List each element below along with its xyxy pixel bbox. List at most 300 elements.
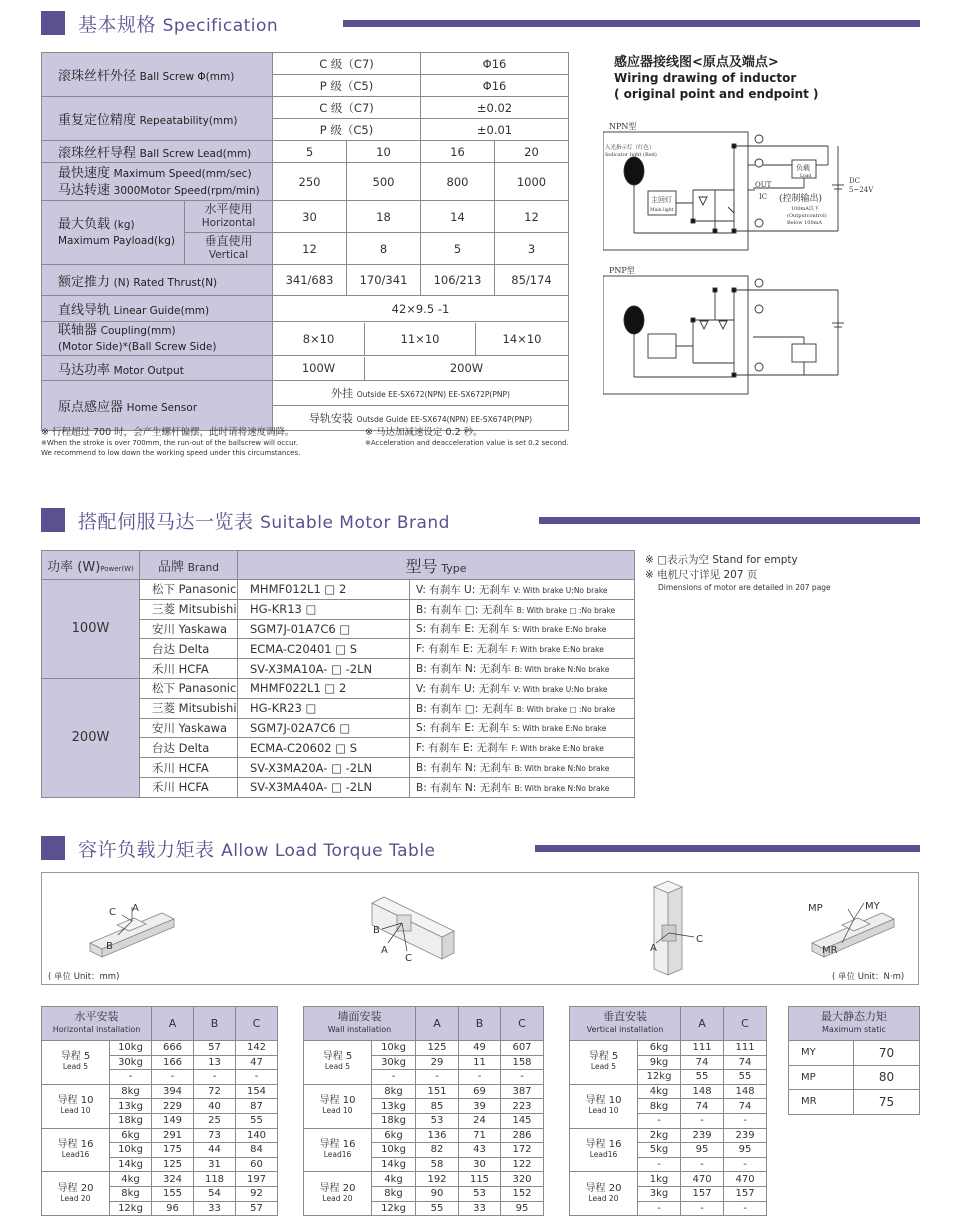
- torque-cell: 90: [416, 1186, 459, 1201]
- cell: C 级（C7): [273, 97, 421, 119]
- load-cell: 4kg: [110, 1172, 152, 1187]
- type-cn: B: 有刹车 □: 无刹车: [416, 603, 514, 616]
- torque-cell: 13: [194, 1055, 236, 1070]
- load-cell: 8kg: [372, 1186, 416, 1201]
- speed-header: 最快速度 Maximum Speed(mm/sec) 马达转速 3000Motor Speed(rpm/min): [42, 163, 273, 201]
- wiring-diagram: [603, 115, 903, 405]
- torque-cell: -: [194, 1070, 236, 1085]
- torque-cell: 55: [681, 1070, 724, 1085]
- moment-label-mp: MP: [808, 903, 823, 914]
- cell: 500: [347, 163, 421, 201]
- cell: P 级（C5): [273, 75, 421, 97]
- pnp-main-light: [648, 334, 676, 358]
- table-row: [42, 580, 635, 600]
- cell: C 级（C7): [273, 53, 421, 75]
- torque-cell: 148: [681, 1084, 724, 1099]
- pnp-label: PNP型: [609, 266, 635, 275]
- lead-cell: [42, 1172, 110, 1216]
- torque-cell: 30: [459, 1157, 501, 1172]
- torque-cell: 95: [681, 1143, 724, 1158]
- section-header-motor: [41, 508, 920, 534]
- torque-cell: -: [724, 1201, 767, 1216]
- brand-cell: 三菱 Mitsubishi: [140, 698, 238, 718]
- sensor-guide: 导轨安装 Outsde Guide EE-SX674(NPN) EE-SX674P(PNP): [273, 406, 569, 431]
- table-row: [570, 1128, 767, 1143]
- torque-cell: 157: [724, 1186, 767, 1201]
- torque-static-table: [788, 1006, 920, 1115]
- brand-cell: 台达 Delta: [140, 639, 238, 659]
- stroke-note: [41, 427, 361, 458]
- type-cn: V: 有刹车 U: 无刹车: [416, 682, 511, 695]
- torque-cell: 166: [152, 1055, 194, 1070]
- power-col-header: 功率 (W)Power(W): [42, 551, 140, 580]
- load-cell: -: [638, 1201, 681, 1216]
- payload-header: 最大负载 (kg) Maximum Payload(kg): [42, 201, 185, 265]
- load-cell: 13kg: [110, 1099, 152, 1114]
- torque-cell: 54: [194, 1186, 236, 1201]
- torque-cell: 197: [236, 1172, 278, 1187]
- torque-cell: 239: [724, 1128, 767, 1143]
- type-en: V: With brake U:No brake: [513, 585, 608, 595]
- lead-cn: 导程 16: [57, 1138, 94, 1150]
- spec-table: [41, 52, 569, 431]
- torque-cell: 69: [459, 1084, 501, 1099]
- note: ※ □表示为空 Stand for empty: [645, 554, 798, 566]
- load-cell: 8kg: [110, 1084, 152, 1099]
- horizontal-header: 水平安装 Horizontal installation: [42, 1007, 152, 1041]
- torque-cell: -: [724, 1157, 767, 1172]
- torque-cell: 95: [501, 1201, 544, 1216]
- brand-cell: 安川 Yaskawa: [140, 718, 238, 738]
- col-header: A: [152, 1007, 194, 1041]
- torque-cell: 11: [459, 1055, 501, 1070]
- torque-cell: 142: [236, 1041, 278, 1056]
- type-cn: V: 有刹车 U: 无刹车: [416, 583, 511, 596]
- lead-cell: [570, 1172, 638, 1216]
- lead-cell: [42, 1084, 110, 1128]
- table-row: [570, 1041, 767, 1056]
- torque-cell: -: [681, 1157, 724, 1172]
- torque-cell: -: [416, 1070, 459, 1085]
- lead-cell: [304, 1084, 372, 1128]
- table-row: [570, 1172, 767, 1187]
- table-body: [42, 1041, 278, 1216]
- cell: 18: [347, 201, 421, 233]
- static-moment-name: MP: [789, 1065, 854, 1090]
- cell: 30: [273, 201, 347, 233]
- col-header: B: [194, 1007, 236, 1041]
- brand-col-header: 品牌 Brand: [140, 551, 238, 580]
- torque-cell: 148: [724, 1084, 767, 1099]
- torque-cell: 666: [152, 1041, 194, 1056]
- lead-en: Lead 5: [324, 1062, 351, 1072]
- static-moment-value: 70: [854, 1041, 920, 1066]
- torque-cell: 43: [459, 1143, 501, 1158]
- load-cell: 12kg: [638, 1070, 681, 1085]
- cell: Φ16: [421, 53, 569, 75]
- model-cell: SV-X3MA40A- □ -2LN: [238, 777, 410, 797]
- table-row: [304, 1172, 544, 1187]
- lead-en: Lead16: [589, 1149, 618, 1159]
- home-sensor-header: 原点感应器 Home Sensor: [42, 381, 273, 431]
- torque-cell: -: [459, 1070, 501, 1085]
- model-cell: SV-X3MA20A- □ -2LN: [238, 758, 410, 778]
- table-row: [304, 1041, 544, 1056]
- torque-cell: 29: [416, 1055, 459, 1070]
- col-header: C: [501, 1007, 544, 1041]
- torque-cell: 152: [501, 1186, 544, 1201]
- npn-label: NPN型: [609, 122, 637, 131]
- torque-cell: 55: [416, 1201, 459, 1216]
- lead-cn: 导程 20: [585, 1182, 622, 1194]
- load-cell: 2kg: [638, 1128, 681, 1143]
- load-cell: -: [638, 1157, 681, 1172]
- type-en: B: With brake N:No brake: [514, 783, 610, 793]
- cell: 8: [347, 233, 421, 265]
- brand-cell: 台达 Delta: [140, 738, 238, 758]
- torque-cell: 149: [152, 1113, 194, 1128]
- load-cell: 6kg: [372, 1128, 416, 1143]
- brand-cell: 禾川 HCFA: [140, 659, 238, 679]
- wiring-title: [614, 51, 914, 102]
- motor-notes: [645, 553, 925, 593]
- lead-cn: 导程 5: [60, 1051, 91, 1063]
- wall-header: 墙面安装 Wall installation: [304, 1007, 416, 1041]
- cell: 3: [495, 233, 569, 265]
- torque-cell: 53: [416, 1113, 459, 1128]
- type-cell: [410, 639, 635, 659]
- cell: 106/213: [421, 265, 495, 296]
- torque-horizontal-table: [41, 1006, 278, 1216]
- table-row: [570, 1084, 767, 1099]
- section-header-spec: [41, 11, 920, 37]
- torque-cell: 73: [194, 1128, 236, 1143]
- torque-cell: 158: [501, 1055, 544, 1070]
- load-cell: 10kg: [372, 1143, 416, 1158]
- type-cn: S: 有刹车 E: 无刹车: [416, 722, 510, 735]
- torque-cell: 111: [681, 1041, 724, 1056]
- power-cell: 200W: [42, 678, 140, 797]
- type-cn: B: 有刹车 N: 无刹车: [416, 762, 512, 775]
- type-cell: [410, 777, 635, 797]
- torque-cell: 31: [194, 1157, 236, 1172]
- torque-cell: 229: [152, 1099, 194, 1114]
- torque-cell: 74: [724, 1099, 767, 1114]
- torque-cell: 95: [724, 1143, 767, 1158]
- load-cell: 18kg: [110, 1113, 152, 1128]
- model-cell: MHMF012L1 □ 2: [238, 580, 410, 600]
- type-col-header: 型号 Type: [238, 551, 635, 580]
- load-cell: 4kg: [372, 1172, 416, 1187]
- motor-output-values: [273, 356, 569, 381]
- load-cell: 8kg: [638, 1099, 681, 1114]
- torque-cell: 125: [416, 1041, 459, 1056]
- type-cell: [410, 678, 635, 698]
- cell: 100W: [273, 357, 365, 380]
- type-en: B: With brake N:No brake: [514, 764, 610, 774]
- lead-en: Lead16: [61, 1149, 90, 1159]
- static-moment-value: 75: [854, 1090, 920, 1115]
- coupling-header: 联轴器 Coupling(mm) (Motor Side)*(Ball Screw Side): [42, 322, 273, 356]
- torque-cell: 111: [724, 1041, 767, 1056]
- torque-cell: 82: [416, 1143, 459, 1158]
- torque-cell: 25: [194, 1113, 236, 1128]
- lead-en: Lead16: [323, 1149, 352, 1159]
- moment-label-mr: MR: [822, 945, 838, 956]
- load-cell: 30kg: [110, 1055, 152, 1070]
- brand-cell: 三菱 Mitsubishi: [140, 599, 238, 619]
- lead-en: Lead 20: [60, 1193, 91, 1203]
- cell: ±0.02: [421, 97, 569, 119]
- vertical-header: 垂直安装 Vertical installation: [570, 1007, 681, 1041]
- lead-cn: 导程 16: [585, 1138, 622, 1150]
- type-cell: [410, 580, 635, 600]
- lead-cn: 导程 5: [588, 1051, 619, 1063]
- axis-label-b: B: [106, 941, 113, 952]
- torque-cell: 44: [194, 1143, 236, 1158]
- load-label: 负载: [796, 164, 810, 172]
- accel-note: [365, 427, 585, 449]
- col-header: C: [236, 1007, 278, 1041]
- type-cell: [410, 698, 635, 718]
- lead-cell: [570, 1041, 638, 1085]
- section-marker: [41, 11, 65, 35]
- model-cell: SV-X3MA10A- □ -2LN: [238, 659, 410, 679]
- static-moment-name: MY: [789, 1041, 854, 1066]
- guide-header: 直线导轨 Linear Guide(mm): [42, 296, 273, 322]
- type-cn: F: 有刹车 E: 无刹车: [416, 643, 508, 656]
- torque-diagrams: [42, 873, 918, 984]
- cell: 14: [421, 201, 495, 233]
- table-row: [42, 1084, 278, 1099]
- torque-cell: 175: [152, 1143, 194, 1158]
- load-cell: 1kg: [638, 1172, 681, 1187]
- model-cell: ECMA-C20401 □ S: [238, 639, 410, 659]
- axis-label-c: C: [405, 953, 412, 964]
- lead-header: 滚珠丝杆导程 Ball Screw Lead(mm): [42, 141, 273, 163]
- axis-label-c: C: [696, 934, 703, 945]
- type-cell: [410, 718, 635, 738]
- cell: 250: [273, 163, 347, 201]
- pnp-load-box: [792, 344, 816, 362]
- load-cell: -: [372, 1070, 416, 1085]
- torque-cell: 157: [681, 1186, 724, 1201]
- section-marker: [41, 836, 65, 860]
- cell: ±0.01: [421, 119, 569, 141]
- cell: 12: [273, 233, 347, 265]
- torque-cell: 387: [501, 1084, 544, 1099]
- ctrl-sub: (Outputcontrol): [787, 213, 827, 219]
- type-cn: S: 有刹车 E: 无刹车: [416, 623, 510, 636]
- lead-cell: [304, 1172, 372, 1216]
- cell: 8×10: [273, 323, 365, 355]
- lead-cn: 导程 16: [319, 1138, 356, 1150]
- load-cell: -: [638, 1113, 681, 1128]
- torque-cell: 53: [459, 1186, 501, 1201]
- type-en: S: With brake E:No brake: [512, 625, 607, 635]
- torque-cell: -: [152, 1070, 194, 1085]
- torque-cell: 74: [681, 1055, 724, 1070]
- load-label-en: Load: [800, 174, 812, 179]
- torque-cell: 320: [501, 1172, 544, 1187]
- plus-terminal: [755, 135, 763, 143]
- lead-cell: [42, 1041, 110, 1085]
- type-en: F: With brake E:No brake: [511, 744, 604, 754]
- coupling-values: [273, 322, 569, 356]
- lead-cell: [42, 1128, 110, 1172]
- load-cell: 12kg: [372, 1201, 416, 1216]
- torque-cell: 71: [459, 1128, 501, 1143]
- cell: 170/341: [347, 265, 421, 296]
- axis-label-a: A: [381, 945, 388, 956]
- dc-voltage: 5~24V: [849, 186, 874, 194]
- load-cell: 8kg: [372, 1084, 416, 1099]
- torque-cell: -: [724, 1113, 767, 1128]
- torque-cell: 470: [681, 1172, 724, 1187]
- lead-en: Lead 10: [60, 1106, 91, 1116]
- load-cell: 30kg: [372, 1055, 416, 1070]
- torque-cell: 286: [501, 1128, 544, 1143]
- torque-cell: 607: [501, 1041, 544, 1056]
- model-cell: SGM7J-01A7C6 □: [238, 619, 410, 639]
- torque-cell: 60: [236, 1157, 278, 1172]
- torque-cell: 33: [459, 1201, 501, 1216]
- table-row: [42, 1172, 278, 1187]
- col-header: A: [416, 1007, 459, 1041]
- torque-cell: 155: [152, 1186, 194, 1201]
- cell: 5: [273, 141, 347, 163]
- load-cell: 18kg: [372, 1113, 416, 1128]
- col-header: B: [459, 1007, 501, 1041]
- load-cell: 13kg: [372, 1099, 416, 1114]
- cell: 800: [421, 163, 495, 201]
- wiring-title-cn: 感应器接线图<原点及端点>: [614, 55, 779, 70]
- section-title: 容许负载力矩表 Allow Load Torque Table: [78, 839, 436, 861]
- lead-cn: 导程 20: [57, 1182, 94, 1194]
- torque-cell: 55: [236, 1113, 278, 1128]
- torque-cell: 394: [152, 1084, 194, 1099]
- table-row: [304, 1128, 544, 1143]
- torque-cell: 33: [194, 1201, 236, 1216]
- torque-cell: -: [236, 1070, 278, 1085]
- torque-cell: 192: [416, 1172, 459, 1187]
- torque-cell: 96: [152, 1201, 194, 1216]
- torque-cell: 151: [416, 1084, 459, 1099]
- model-cell: HG-KR23 □: [238, 698, 410, 718]
- type-cn: B: 有刹车 N: 无刹车: [416, 781, 512, 794]
- lead-en: Lead 5: [590, 1062, 617, 1072]
- ic-label: IC: [759, 193, 768, 201]
- ctrl-label: (控制输出): [779, 194, 823, 204]
- note: ※ 电机尺寸详见 207 页: [645, 569, 758, 581]
- torque-cell: 140: [236, 1128, 278, 1143]
- cell: 20: [495, 141, 569, 163]
- brand-cell: 松下 Panasonic: [140, 580, 238, 600]
- main-light-label-en: Main light: [650, 208, 674, 213]
- table-row: [42, 1041, 278, 1056]
- type-en: F: With brake E:No brake: [511, 645, 604, 655]
- axis-label-b: B: [373, 925, 380, 936]
- load-cell: 6kg: [110, 1128, 152, 1143]
- torque-cell: 92: [236, 1186, 278, 1201]
- wiring-title-en: ( original point and endpoint ): [614, 87, 819, 101]
- motor-table-body: [42, 580, 635, 798]
- cell: 42×9.5 -1: [273, 296, 569, 322]
- pnp-box: [603, 276, 748, 394]
- torque-cell: 145: [501, 1113, 544, 1128]
- load-cell: 14kg: [110, 1157, 152, 1172]
- cell: 1000: [495, 163, 569, 201]
- cell: 85/174: [495, 265, 569, 296]
- load-cell: 5kg: [638, 1143, 681, 1158]
- axis-label-c: C: [109, 907, 116, 918]
- lead-cn: 导程 5: [322, 1051, 353, 1063]
- brand-cell: 松下 Panasonic: [140, 678, 238, 698]
- table-body: [570, 1041, 767, 1216]
- load-cell: 12kg: [110, 1201, 152, 1216]
- moment-label-my: MY: [865, 901, 880, 912]
- note-cn: ※ 马达加减速设定 0.2 秒。: [365, 427, 483, 438]
- sensor-outside: 外挂 Outside EE-SX672(NPN) EE-SX672P(PNP): [273, 381, 569, 406]
- torque-vertical-table: [569, 1006, 767, 1216]
- brand-cell: 禾川 HCFA: [140, 758, 238, 778]
- type-cn: B: 有刹车 N: 无刹车: [416, 663, 512, 676]
- static-header: 最大静态力矩 Maximum static: [789, 1007, 920, 1041]
- ctrl-sub: Below 100mA: [787, 220, 823, 226]
- type-cell: [410, 619, 635, 639]
- torque-cell: 84: [236, 1143, 278, 1158]
- torque-cell: 40: [194, 1099, 236, 1114]
- wiring-title-en: Wiring drawing of inductor: [614, 71, 797, 85]
- note-en: ※When the stroke is over 700mm, the run-out of the ballscrew will occur.: [41, 439, 298, 447]
- torque-cell: 223: [501, 1099, 544, 1114]
- torque-diagram-box: [41, 872, 919, 985]
- table-row: [42, 1128, 278, 1143]
- note-en: Dimensions of motor are detailed in 207 page: [658, 583, 831, 592]
- repeatability-header: 重复定位精度 Repeatability(mm): [42, 97, 273, 141]
- torque-cell: 74: [681, 1099, 724, 1114]
- cell: 14×10: [502, 331, 542, 346]
- load-cell: -: [110, 1070, 152, 1085]
- load-cell: 10kg: [110, 1143, 152, 1158]
- lead-cn: 导程 20: [319, 1182, 356, 1194]
- col-header: C: [724, 1007, 767, 1041]
- torque-cell: 49: [459, 1041, 501, 1056]
- out-label: OUT: [755, 181, 772, 189]
- load-cell: 9kg: [638, 1055, 681, 1070]
- load-cell: 4kg: [638, 1084, 681, 1099]
- torque-cell: 74: [724, 1055, 767, 1070]
- torque-cell: 118: [194, 1172, 236, 1187]
- lead-cell: [570, 1128, 638, 1172]
- type-cell: [410, 659, 635, 679]
- dc-label: DC: [849, 177, 860, 185]
- lead-cn: 导程 10: [57, 1095, 94, 1107]
- torque-cell: 39: [459, 1099, 501, 1114]
- torque-cell: 172: [501, 1143, 544, 1158]
- type-cn: B: 有刹车 □: 无刹车: [416, 702, 514, 715]
- cell: Φ16: [421, 75, 569, 97]
- lead-cell: [570, 1084, 638, 1128]
- main-light-label: 主回灯: [651, 196, 672, 204]
- torque-cell: 125: [152, 1157, 194, 1172]
- type-en: S: With brake E:No brake: [512, 724, 607, 734]
- torque-wall-table: [303, 1006, 544, 1216]
- load-cell: 10kg: [110, 1041, 152, 1056]
- torque-cell: 470: [724, 1172, 767, 1187]
- type-cell: [410, 599, 635, 619]
- power-cell: 100W: [42, 580, 140, 679]
